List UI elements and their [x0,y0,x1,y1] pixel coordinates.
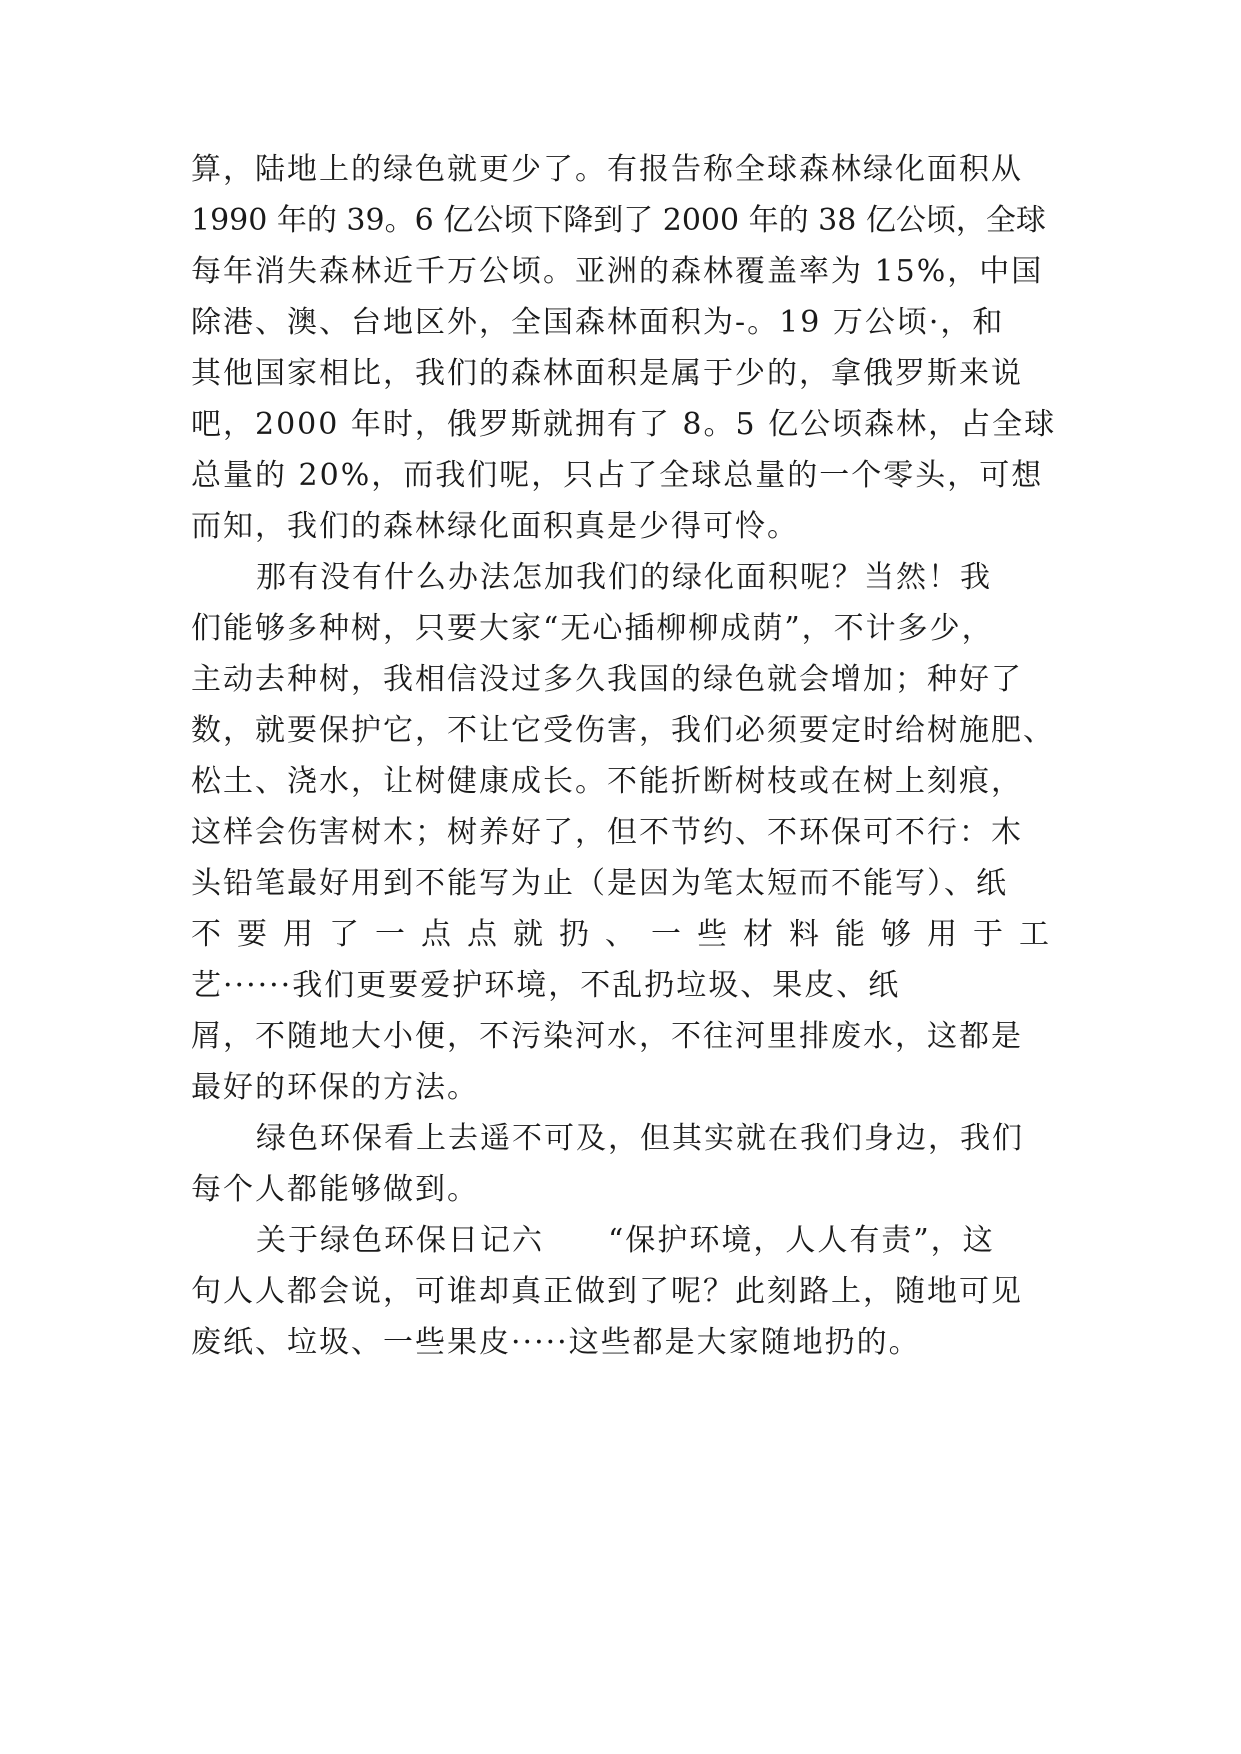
text-line: 松土、浇水，让树健康成长。不能折断树枝或在树上刻痕， [191,764,1023,799]
text-line: 废纸、垃圾、一些果皮·····这些都是大家随地扔的。 [191,1325,921,1360]
paragraph-start-line: 绿色环保看上去遥不可及，但其实就在我们身边，我们 [256,1121,1024,1156]
text-line: 艺······我们更要爱护环境，不乱扔垃圾、果皮、纸 [191,968,901,1003]
text-line: 算，陆地上的绿色就更少了。有报告称全球森林绿化面积从 [191,152,1023,187]
text-line: 们能够多种树，只要大家“无心插柳柳成荫”，不计多少， [191,611,994,646]
text-line: 不要用了一点点就扔、一些材料能够用于工 [191,917,1065,952]
text-line: 其他国家相比，我们的森林面积是属于少的，拿俄罗斯来说 [191,356,1023,391]
text-line: 最好的环保的方法。 [191,1070,479,1105]
text-line: 总量的 20%，而我们呢，只占了全球总量的一个零头，可想 [191,458,1044,493]
text-line: 句人人都会说，可谁却真正做到了呢？此刻路上，随地可见 [191,1274,1023,1309]
text-line: 1990 年的 39。6 亿公顷下降到了 2000 年的 38 亿公顷，全球 [191,203,1046,238]
text-line: 这样会伤害树木；树养好了，但不节约、不环保可不行：木 [191,815,1023,850]
text-line: 主动去种树，我相信没过多久我国的绿色就会增加；种好了 [191,662,1023,697]
paragraph-start-line: 关于绿色环保日记六 “保护环境，人人有责”，这 [256,1223,995,1258]
text-line: 数，就要保护它，不让它受伤害，我们必须要定时给树施肥、 [191,713,1055,748]
text-line: 头铅笔最好用到不能写为止（是因为笔太短而不能写）、纸 [191,866,1008,901]
text-line: 吧，2000 年时，俄罗斯就拥有了 8。5 亿公顷森林，占全球 [191,407,1057,442]
paragraph-start-line: 那有没有什么办法怎加我们的绿化面积呢？当然！我 [256,560,992,595]
text-line: 除港、澳、台地区外，全国森林面积为-。19 万公顷·，和 [191,305,1005,340]
text-line: 每年消失森林近千万公顷。亚洲的森林覆盖率为 15%，中国 [191,254,1044,289]
text-line: 屑，不随地大小便，不污染河水，不往河里排废水，这都是 [191,1019,1023,1054]
text-line: 而知，我们的森林绿化面积真是少得可怜。 [191,509,799,544]
text-line: 每个人都能够做到。 [191,1172,479,1207]
